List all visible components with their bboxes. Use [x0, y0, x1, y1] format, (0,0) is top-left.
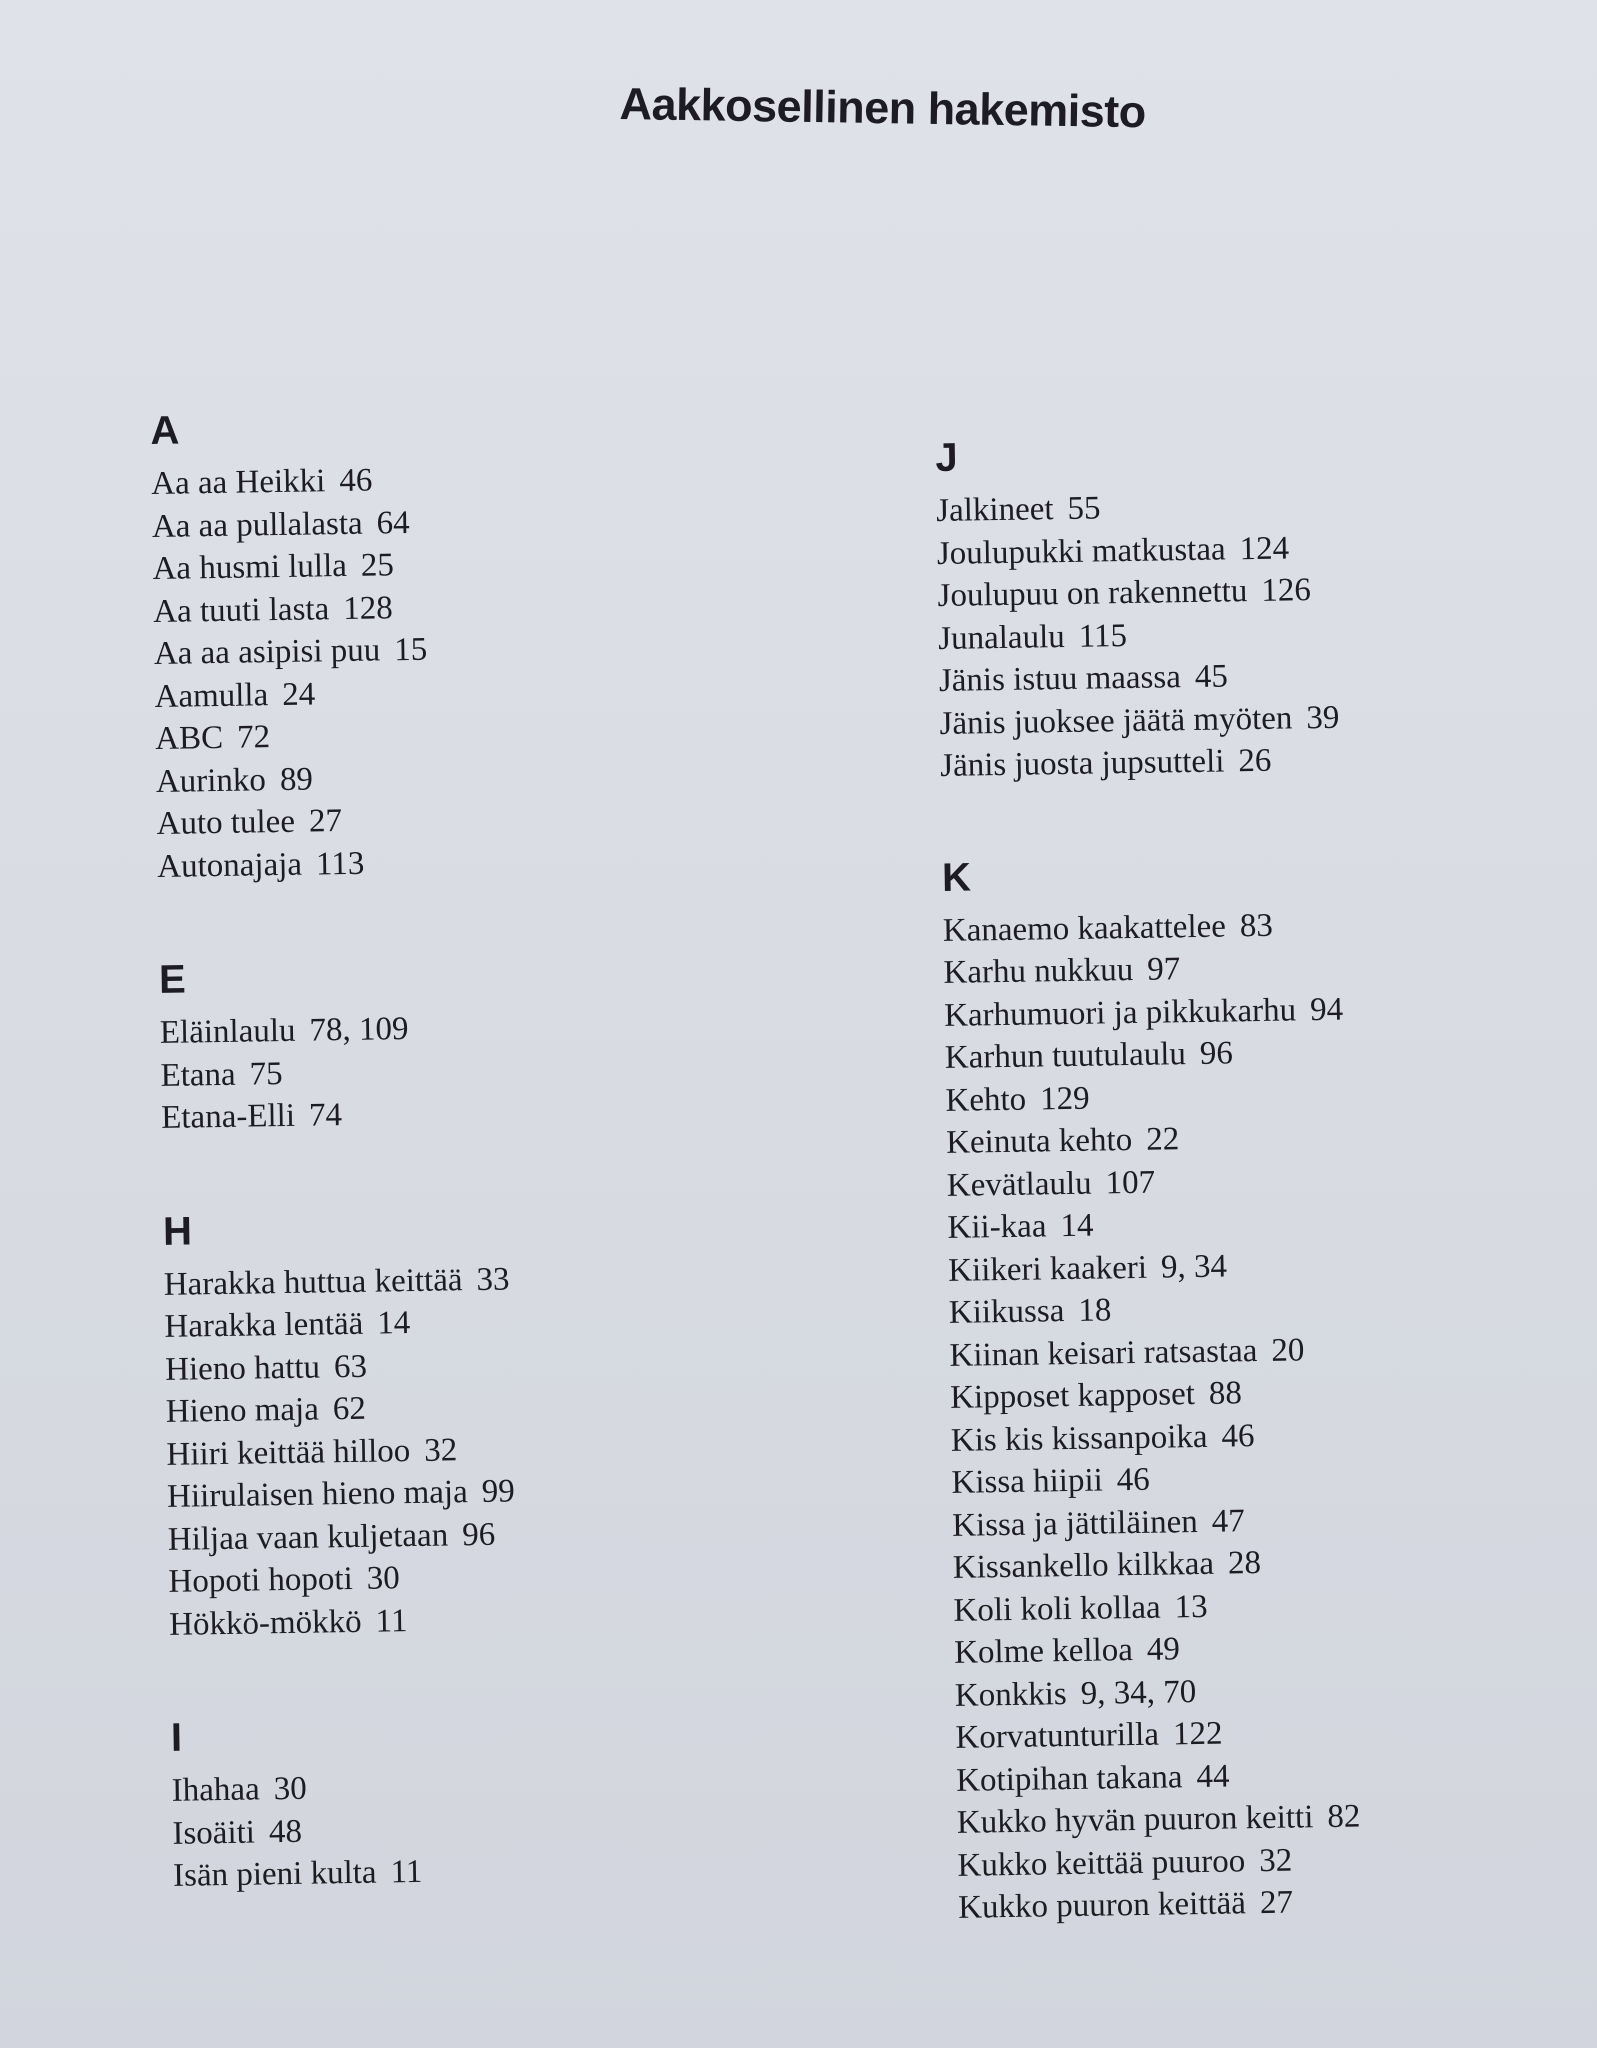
entry-title: Aa aa Heikki [150, 463, 326, 502]
entry-page-numbers: 94 [1309, 991, 1344, 1028]
entry-page-numbers: 11 [390, 1853, 423, 1891]
entry-title: Kukko puuron keittää [957, 1885, 1247, 1926]
entry-title: Kii-kaa [947, 1208, 1047, 1246]
right-index-column [935, 421, 1597, 1930]
entry-page-numbers: 27 [1259, 1884, 1294, 1922]
index-section-a [150, 394, 877, 888]
entry-page-numbers: 9, 34, 70 [1080, 1673, 1197, 1712]
entry-page-numbers: 20 [1271, 1331, 1305, 1369]
entry-title: Kehto [945, 1081, 1027, 1119]
entry-page-numbers: 32 [423, 1431, 458, 1469]
entry-page-numbers: 63 [333, 1348, 368, 1385]
entry-page-numbers: 64 [376, 504, 410, 541]
entry-page-numbers: 25 [360, 547, 395, 584]
entry-title: Hiirulaisen hieno maja [166, 1474, 468, 1515]
entry-page-numbers: 27 [308, 803, 343, 840]
entry-title: Junalaulu [937, 618, 1065, 657]
entry-title: Aa aa asipisi puu [153, 632, 381, 672]
entry-page-numbers: 30 [366, 1560, 401, 1597]
entry-title: Kevätlaulu [946, 1165, 1092, 1204]
entry-page-numbers: 99 [481, 1473, 515, 1510]
entry-page-numbers: 129 [1039, 1080, 1090, 1117]
entry-page-numbers: 126 [1261, 572, 1312, 609]
entry-title: Kiikeri kaakeri [947, 1249, 1148, 1289]
entry-page-numbers: 89 [279, 760, 314, 798]
section-letter: A [150, 408, 180, 453]
entry-page-numbers: 13 [1174, 1588, 1208, 1625]
entry-title: Hieno maja [165, 1391, 320, 1430]
entry-title: Kotipihan takana [955, 1758, 1183, 1799]
entry-title: Kiikussa [948, 1293, 1065, 1331]
entry-title: Jalkineet [935, 491, 1054, 529]
entry-page-numbers: 74 [308, 1097, 343, 1134]
entry-page-numbers: 124 [1239, 529, 1290, 567]
entry-title: Etana-Elli [160, 1097, 296, 1136]
entry-title: Hieno hattu [164, 1348, 321, 1388]
entry-title: Kissankello kilkkaa [952, 1545, 1215, 1586]
entry-title: Aamulla [154, 676, 269, 715]
entry-title: Ihahaa [171, 1771, 260, 1809]
entry-title: Korvatunturilla [955, 1716, 1160, 1756]
entry-title: Karhu nukkuu [943, 951, 1134, 991]
entry-title: Hiiri keittää hilloo [166, 1432, 411, 1473]
entry-page-numbers: 96 [1199, 1035, 1234, 1072]
entry-title: Aa aa pullalasta [151, 505, 363, 545]
entry-page-numbers: 39 [1306, 699, 1340, 736]
entry-title: Aa husmi lulla [152, 547, 348, 587]
entry-title: Hökkö-mökkö [168, 1603, 362, 1643]
entry-title: Isoäiti [172, 1814, 256, 1852]
entry-title: Jänis istuu maassa [938, 659, 1182, 699]
section-letter: H [162, 1208, 193, 1254]
entry-page-numbers: 72 [236, 719, 271, 756]
entry-page-numbers: 45 [1194, 658, 1229, 695]
section-letter: K [941, 854, 972, 900]
entry-page-numbers: 14 [1060, 1207, 1094, 1245]
entry-page-numbers: 82 [1327, 1798, 1361, 1836]
entry-page-numbers: 47 [1211, 1502, 1246, 1540]
entry-title: Kis kis kissanpoika [950, 1418, 1208, 1459]
left-index-column [150, 394, 893, 1898]
entry-page-numbers: 48 [268, 1813, 303, 1850]
entry-page-numbers: 18 [1078, 1292, 1112, 1329]
entry-title: Kolme kelloa [953, 1632, 1134, 1671]
entry-page-numbers: 9, 34 [1160, 1248, 1228, 1286]
index-section-e [159, 943, 882, 1140]
index-section-i [171, 1701, 894, 1898]
entry-page-numbers: 26 [1238, 742, 1272, 780]
entry-page-numbers: 128 [342, 589, 393, 627]
entry-page-numbers: 44 [1196, 1758, 1230, 1795]
entry-title: Kukko keittää puuroo [957, 1842, 1246, 1884]
entry-page-numbers: 62 [332, 1390, 367, 1428]
entry-title: Karhumuori ja pikkukarhu [943, 991, 1297, 1034]
entry-title: Kissa ja jättiläinen [951, 1503, 1199, 1544]
section-letter: I [170, 1715, 183, 1760]
entry-title: Joulupukki matkustaa [936, 530, 1226, 572]
entry-page-numbers: 22 [1145, 1121, 1180, 1158]
entry-page-numbers: 107 [1105, 1164, 1156, 1201]
entry-title: Kipposet kapposet [949, 1376, 1196, 1416]
entry-page-numbers: 46 [1221, 1417, 1255, 1455]
entry-page-numbers: 46 [1116, 1461, 1151, 1499]
entry-title: Harakka huttua keittää [163, 1261, 463, 1303]
entry-page-numbers: 33 [476, 1260, 510, 1298]
entry-title: Aurinko [155, 761, 267, 800]
index-section-h [163, 1194, 890, 1646]
entry-title: Auto tulee [156, 803, 296, 842]
entry-page-numbers: 83 [1239, 907, 1274, 944]
entry-title: ABC [154, 719, 224, 757]
section-letter: J [935, 435, 959, 480]
entry-page-numbers: 32 [1258, 1842, 1293, 1879]
entry-title: Kiinan keisari ratsastaa [949, 1332, 1258, 1374]
entry-title: Kissa hiipii [951, 1462, 1104, 1501]
entry-page-numbers: 14 [376, 1305, 411, 1342]
page-title: Aakkosellinen hakemisto [619, 78, 1147, 138]
entry-page-numbers: 96 [461, 1516, 496, 1553]
entry-page-numbers: 122 [1172, 1715, 1223, 1753]
index-section-k [942, 840, 1597, 1929]
entry-page-numbers: 55 [1067, 490, 1101, 527]
entry-title: Kukko hyvän puuron keitti [956, 1799, 1314, 1841]
entry-page-numbers: 15 [393, 631, 428, 669]
entry-page-numbers: 28 [1227, 1545, 1262, 1582]
entry-page-numbers: 49 [1146, 1631, 1181, 1668]
entry-page-numbers: 46 [339, 462, 373, 500]
entry-page-numbers: 115 [1078, 617, 1128, 655]
entry-page-numbers: 11 [375, 1602, 408, 1640]
section-letter: E [158, 957, 187, 1002]
entry-title: Eläinlaulu [159, 1012, 296, 1051]
entry-title: Etana [160, 1056, 236, 1094]
entry-title: Kanaemo kaakattelee [942, 907, 1227, 949]
entry-title: Keinuta kehto [945, 1121, 1133, 1161]
entry-title: Hopoti hopoti [168, 1560, 354, 1600]
entry-title: Aa tuuti lasta [152, 590, 330, 630]
entry-title: Hiljaa vaan kuljetaan [167, 1516, 449, 1558]
entry-page-numbers: 24 [281, 675, 316, 713]
entry-title: Isän pieni kulta [172, 1854, 377, 1894]
entry-title: Joulupuu on rakennettu [937, 573, 1248, 614]
entry-page-numbers: 88 [1208, 1375, 1243, 1412]
entry-title: Harakka lentää [164, 1305, 364, 1345]
entry-title: Konkkis [954, 1675, 1067, 1714]
entry-title: Karhun tuutulaulu [944, 1036, 1187, 1076]
entry-title: Autonajaja [156, 846, 303, 885]
entry-page-numbers: 78, 109 [309, 1011, 409, 1049]
entry-title: Jänis juosta jupsutteli [939, 743, 1225, 784]
index-section-j [935, 421, 1597, 788]
entry-page-numbers: 113 [315, 845, 365, 882]
entry-title: Koli koli kollaa [953, 1589, 1161, 1629]
entry-page-numbers: 75 [249, 1055, 283, 1093]
entry-page-numbers: 30 [273, 1770, 307, 1808]
entry-page-numbers: 97 [1146, 951, 1181, 988]
entry-title: Jänis juoksee jäätä myöten [939, 699, 1293, 742]
